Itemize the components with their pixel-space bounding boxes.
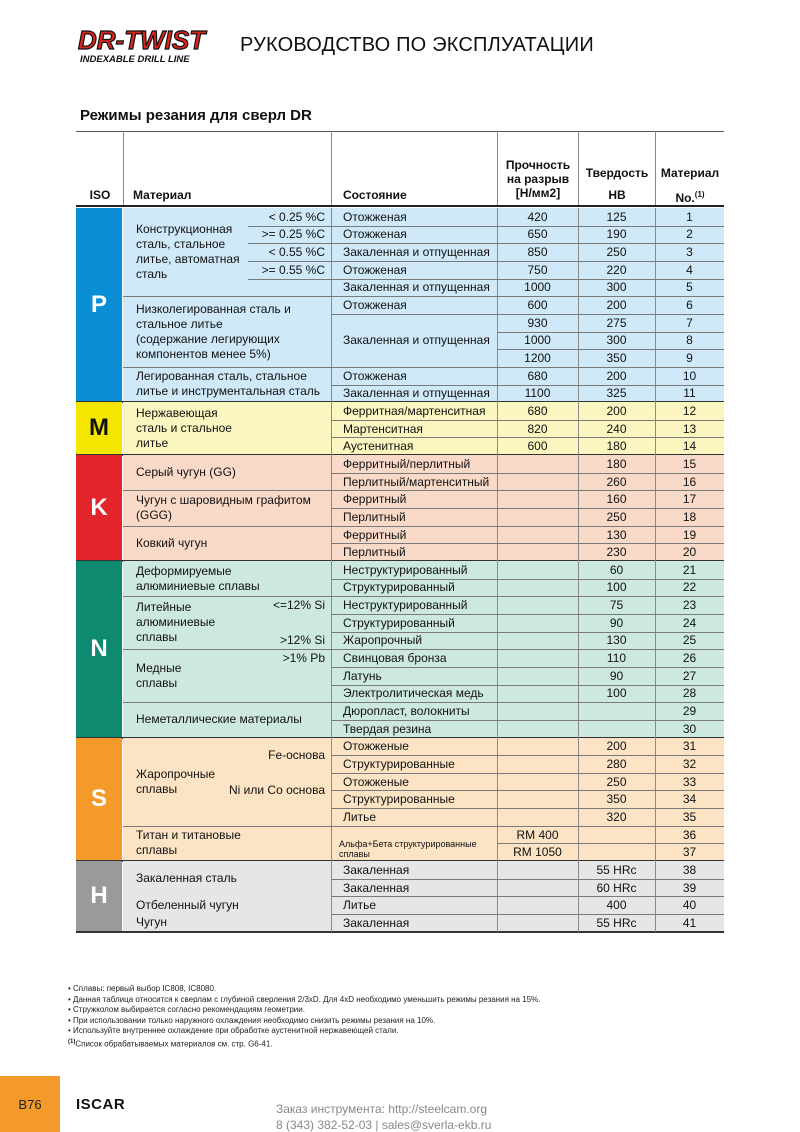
material-sub-label: >1% Pb [282,651,325,666]
header-divider [123,131,124,205]
hardness-cell: 130 [606,527,627,542]
material-no-cell: 40 [682,898,697,913]
material-no-cell: 37 [682,845,697,860]
hardness-cell: 180 [606,439,627,454]
header-material-no: Материал No.$^{(1)}$ [660,166,720,205]
material-no-cell: 28 [682,686,697,701]
hardness-cell: 200 [606,739,627,754]
material-no-cell: 12 [682,403,697,418]
material-no-cell: 13 [682,421,697,436]
hardness-cell: 320 [606,809,627,824]
hardness-cell: 240 [606,421,627,436]
condition-cell: Отожженая [343,262,407,277]
strength-cell: RM 400 [516,827,559,842]
condition-cell: Латунь [343,668,382,683]
condition-cell: Перлитный [343,545,406,560]
material-no-cell: 18 [682,509,697,524]
header-hardness: Твердость HB [585,166,649,202]
material-sub-label: Ni или Co основа [229,783,325,798]
condition-cell: Структурированные [343,792,455,807]
strength-cell: 1100 [524,386,551,401]
strength-cell: 1200 [524,351,551,365]
hardness-cell: 220 [606,262,627,277]
material-no-cell: 19 [682,527,697,542]
note: • Используйте внутреннее охлаждение при обработке аустенитной нержавеющей стали. [68,1026,399,1035]
condition-cell: Закаленная и отпущенная [343,245,490,260]
material-no-cell: 25 [682,633,697,648]
hardness-cell: 325 [606,386,627,401]
hardness-cell: 55 HRc [596,915,637,930]
strength-cell: 850 [527,245,548,260]
page-number: B76 [0,1076,60,1132]
hardness-cell: 180 [606,456,627,471]
condition-cell: Перлитный/мартенситный [343,474,490,489]
hardness-cell: 190 [606,227,627,242]
condition-cell: Жаропрочный [343,633,423,648]
material-no-cell: 39 [682,880,697,895]
hardness-cell: 200 [606,368,627,383]
material-no-cell: 34 [682,792,697,807]
strength-cell: 680 [527,368,548,383]
material-no-cell: 1 [686,209,693,224]
strength-cell: 600 [527,439,548,454]
order-line: Заказ инструмента: http://steelcam.org [276,1102,488,1116]
condition-cell: Литье [343,809,376,824]
sublabel-line [248,279,331,280]
logo-sub: INDEXABLE DRILL LINE [80,54,190,65]
contact-line: 8 (343) 382-52-03 | sales@sverla-ekb.ru [276,1118,492,1132]
note: • Сплавы: первый выбор IC808, IC8080. [68,984,217,993]
condition-cell: Отожженая [343,368,407,383]
material-name: Чугун с шаровидным графитом (GGG) [136,493,311,523]
condition-cell: Ферритный [343,527,407,542]
logo-text: DR-TWIST [78,27,206,55]
material-no-cell: 4 [686,262,693,277]
material-name: Серый чугун (GG) [136,465,236,480]
material-no-cell: 15 [682,456,697,471]
hardness-cell: 200 [606,403,627,418]
material-name: Титан и титановые сплавы [136,828,241,858]
hardness-cell: 260 [606,474,627,489]
material-sub-label: >= 0.25 %C [261,227,325,242]
condition-cell: Литье [343,898,376,913]
condition-cell: Ферритная/мартенситная [343,403,486,418]
condition-cell: Отожженые [343,774,409,789]
material-no-cell: 35 [682,809,697,824]
condition-cell: Отожженая [343,209,407,224]
material-no-cell: 21 [682,562,697,577]
material-no-cell: 29 [682,704,697,718]
material-no-cell: 14 [682,439,697,454]
hardness-cell: 100 [606,686,627,701]
material-no-cell: 8 [686,333,693,348]
material-no-cell: 16 [682,474,697,489]
header-condition: Состояние [343,188,407,202]
strength-cell: 650 [527,227,548,242]
hardness-cell: 110 [606,651,627,666]
hardness-cell: 130 [606,633,627,648]
strength-cell: 680 [527,403,548,418]
condition-cell: Закаленная и отпущенная [343,333,490,348]
strength-cell: 1000 [524,333,551,348]
condition-cell: Аустенитная [343,439,414,454]
material-sub-label: Fe-основа [268,748,325,763]
condition-cell: Неструктурированный [343,562,468,577]
material-no-cell: 33 [682,774,697,789]
material-no-cell: 3 [686,245,693,260]
material-name: Низколегированная сталь и стальное литье (содержание легирующих компонентов менее 5%) [136,301,291,361]
material-no-cell: 26 [682,651,697,666]
document-title: РУКОВОДСТВО ПО ЭКСПЛУАТАЦИИ [240,34,594,56]
material-name: Неметаллические материалы [136,712,302,727]
condition-cell: Перлитный [343,509,406,524]
material-no-cell: 20 [682,545,697,560]
hardness-cell: 250 [606,774,627,789]
condition-cell: Структурированный [343,580,455,595]
material-name: Закаленная сталь [136,871,237,886]
hardness-cell: 230 [606,545,627,560]
hardness-cell: 60 [609,562,624,577]
notes [68,984,540,1050]
material-name: Ковкий чугун [136,535,208,550]
strength-cell: 1000 [524,280,551,295]
material-name: Отбеленный чугун [136,897,239,912]
material-name: Легированная сталь, стальное литье и инструментальная сталь [136,369,320,399]
iso-group-m: M [76,402,122,454]
brand-name: ISCAR [76,1096,126,1113]
condition-cell: Закаленная [343,915,410,930]
strength-cell: 930 [527,315,548,330]
hardness-cell: 160 [606,492,627,507]
note: • При использовании только наружного охлаждения необходимо снизить режимы резания на 10%. [68,1015,436,1025]
material-name: Конструкционная сталь, стальное литье, автоматная сталь [136,222,240,282]
iso-group-s: S [76,738,122,861]
strength-cell: RM 1050 [513,845,562,860]
material-no-cell: 30 [682,721,697,736]
header-divider [331,131,332,205]
material-no-cell: 10 [682,368,697,383]
material-no-cell: 11 [683,386,696,401]
footnote: $^{(1)}$Список обрабатываемых материалов см. стр. G6-41. [68,1038,273,1049]
condition-cell: Структурированные [343,756,455,771]
condition-cell: Закаленная [343,862,410,877]
strength-cell: 750 [527,262,548,277]
material-no-cell: 6 [686,298,693,313]
iso-group-h: H [76,861,122,931]
material-name: Литейные алюминиевые сплавы [136,600,216,645]
material-no-cell: 32 [682,756,697,771]
material-name: Чугун [136,915,168,930]
material-no-cell: 23 [682,598,697,613]
hardness-cell: 90 [609,615,624,630]
hardness-cell: 200 [606,298,627,313]
material-no-cell: 36 [682,827,697,842]
condition-cell: Отожженая [343,227,407,242]
material-sub-label: >= 0.55 %C [261,262,325,277]
material-name: Медные сплавы [136,660,182,690]
hardness-cell: 400 [606,898,627,913]
dr-twist-logo [76,27,228,67]
material-no-cell: 31 [682,739,697,754]
material-no-cell: 9 [686,351,693,365]
hardness-cell: 55 HRc [596,862,637,877]
hardness-cell: 300 [606,280,627,295]
strength-cell: 600 [527,298,548,313]
material-no-cell: 7 [686,315,693,330]
section-title: Режимы резания для сверл DR [80,107,312,124]
hardness-cell: 350 [606,351,627,365]
hardness-cell: 350 [606,792,627,807]
iso-group-n: N [76,561,122,737]
strength-cell: 820 [527,421,548,436]
hardness-cell: 125 [606,209,627,224]
condition-cell: Отожженая [343,298,407,313]
material-no-cell: 22 [682,580,697,595]
condition-cell: Ферритный/перлитный [343,456,471,471]
condition-cell: Свинцовая бронза [343,651,447,666]
column-divider [331,208,332,932]
condition-cell: Закаленная и отпущенная [343,280,490,295]
material-name: Жаропрочные сплавы [136,766,215,796]
table-top-line [76,131,724,132]
condition-cell: Отожженые [343,739,409,754]
condition-cell: Электролитическая медь [343,686,484,701]
material-sub-label: <=12% Si [272,598,325,613]
material-no-cell: 41 [682,915,697,930]
condition-cell: Неструктурированный [343,598,468,613]
material-no-cell: 38 [682,862,697,877]
header-strength: Прочность на разрыв [Н/мм2] [505,158,571,200]
hardness-cell: 250 [606,245,627,260]
strength-cell: 420 [527,209,548,224]
hardness-cell: 75 [609,598,624,613]
material-sub-label: < 0.55 %C [268,245,325,260]
condition-cell: Закаленная и отпущенная [343,386,490,401]
hardness-cell: 300 [606,333,627,348]
material-name: Нержавеющая сталь и стальное литье [136,406,232,451]
material-no-cell: 27 [682,668,697,683]
hardness-cell: 90 [609,668,624,683]
hardness-cell: 250 [606,509,627,524]
material-no-cell: 5 [686,280,693,295]
header-bottom-line [76,205,724,207]
iso-group-p: P [76,208,122,401]
condition-cell: Твердая резина [343,721,432,736]
hardness-cell: 280 [606,756,627,771]
material-no-cell: 24 [682,615,697,630]
condition-cell: Дюропласт, волокниты [343,704,470,718]
hardness-cell: 275 [606,315,627,330]
material-name: Деформируемые алюминиевые сплавы [136,563,260,593]
hardness-cell: 100 [606,580,627,595]
header-material: Материал [133,188,192,202]
condition-cell: Ферритный [343,492,407,507]
material-sub-label: >12% Si [279,633,325,648]
material-no-cell: 17 [682,492,697,507]
header-iso: ISO [89,188,111,202]
note: • Данная таблица относится к сверлам с глубиной сверления 2/3xD. Для 4xD необходимо уменьшить режимы резания на 15%. [68,994,541,1004]
condition-cell: Закаленная [343,880,410,895]
condition-cell: Мартенситная [343,421,423,436]
material-no-cell: 2 [686,227,693,242]
condition-cell: Структурированный [343,615,455,630]
condition-cell: Альфа+Бета структурированные сплавы [339,839,477,860]
hardness-cell: 60 HRc [596,880,637,895]
material-sub-label: < 0.25 %C [268,209,325,224]
iso-group-k: K [76,455,122,560]
note: • Стружколом выбирается согласно рекомендациям геометрии. [68,1005,305,1014]
